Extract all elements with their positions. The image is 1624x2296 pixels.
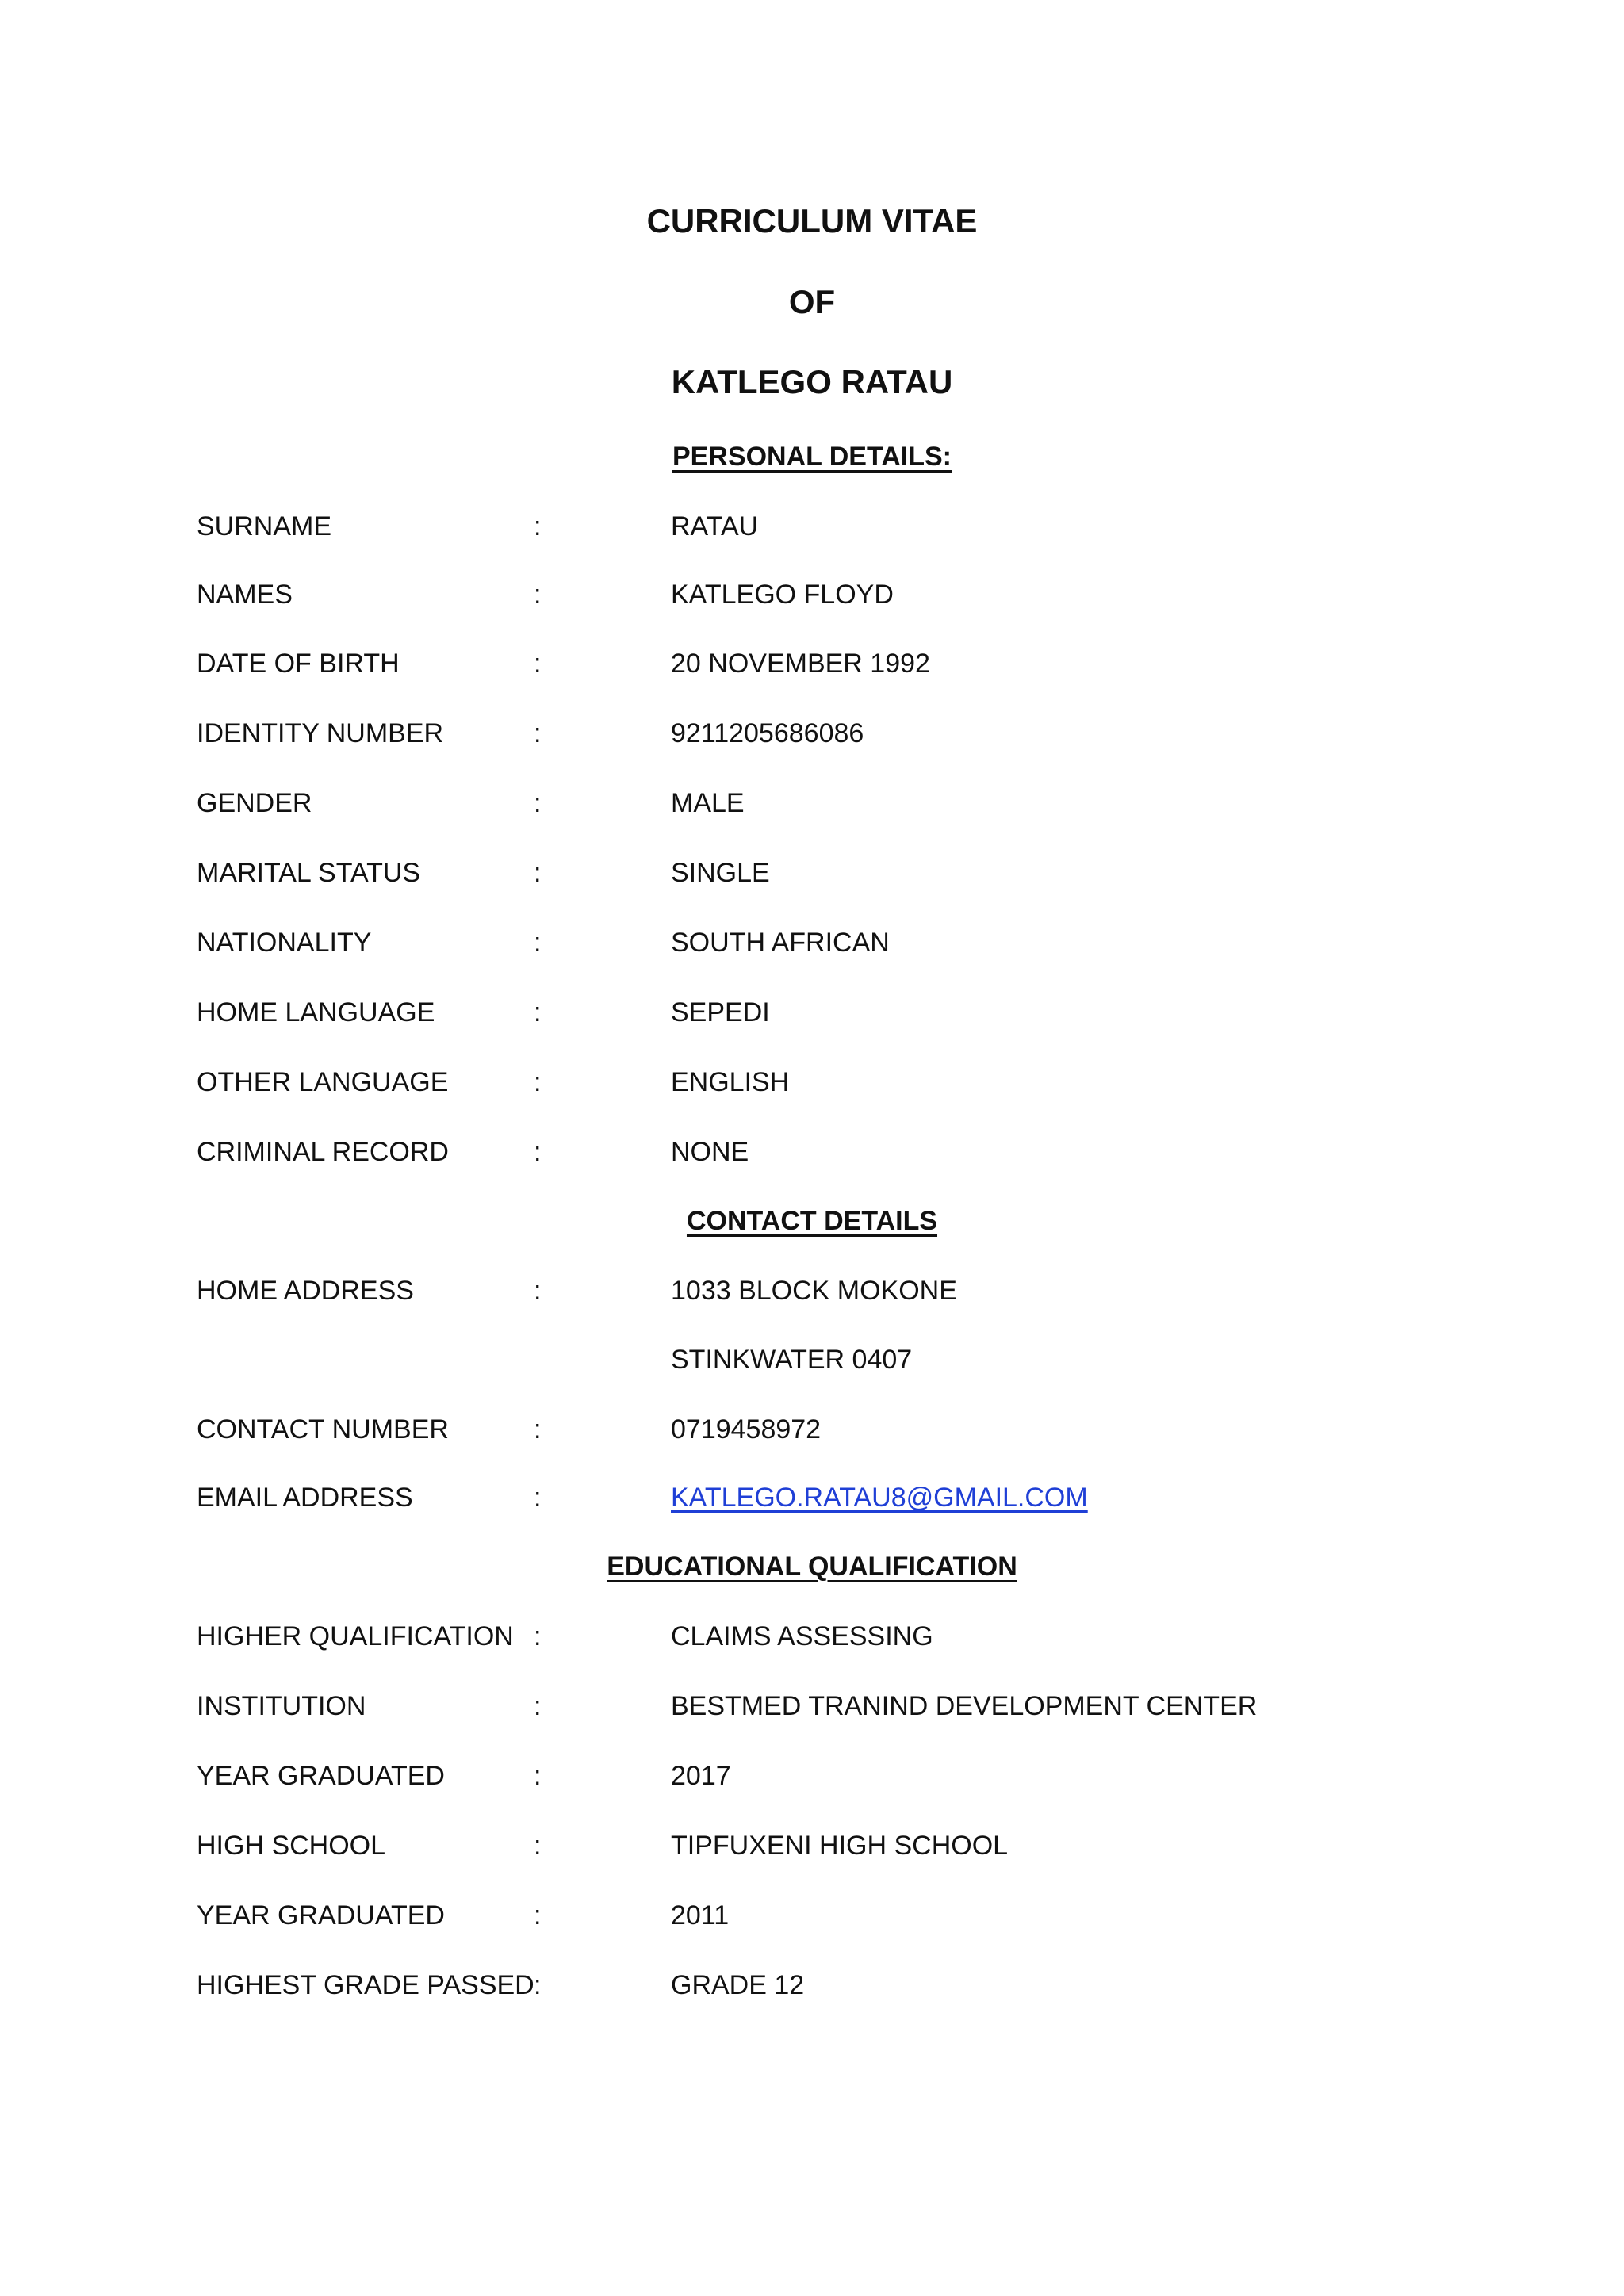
row-separator: : [534,580,542,610]
row-separator: : [534,1276,542,1306]
row-separator: : [534,1900,542,1931]
row-label: INSTITUTION [197,1691,366,1721]
row-separator: : [534,718,542,748]
row-label: SURNAME [197,511,332,541]
row-value: KATLEGO FLOYD [671,580,894,610]
row-label: IDENTITY NUMBER [197,718,444,748]
education-row-highest-grade-passed [197,1968,1545,2003]
personal-row-gender [197,786,1545,821]
row-value: NONE [671,1137,749,1167]
row-value: BESTMED TRANIND DEVELOPMENT CENTER [671,1691,1258,1721]
row-separator: : [534,1691,542,1721]
cv-title-of: OF [788,283,836,320]
row-value: TIPFUXENI HIGH SCHOOL [671,1831,1009,1861]
row-separator: : [534,1067,542,1097]
contact-details-heading: CONTACT DETAILS [686,1206,938,1236]
row-label: HIGHER QUALIFICATION [197,1621,514,1651]
row-value: CLAIMS ASSESSING [671,1621,933,1651]
row-label: HIGHEST GRADE PASSED [197,1970,534,2000]
row-value: GRADE 12 [671,1970,805,2000]
education-row-higher-qualification [197,1619,1545,1654]
education-row-year-graduated-school [197,1898,1545,1933]
row-separator: : [534,511,542,541]
row-value: RATAU [671,511,759,541]
personal-details-heading: PERSONAL DETAILS: [672,442,952,472]
row-separator: : [534,1414,542,1445]
personal-row-home-language [197,995,1545,1030]
row-value: 9211205686086 [671,718,864,748]
row-separator: : [534,858,542,888]
row-value: ENGLISH [671,1067,790,1097]
row-label: OTHER LANGUAGE [197,1067,449,1097]
row-value: SINGLE [671,858,770,888]
row-value: SOUTH AFRICAN [671,928,890,958]
row-value: 2017 [671,1761,731,1791]
row-separator: : [534,649,542,679]
personal-row-names [197,577,1545,612]
row-value: SEPEDI [671,997,770,1027]
row-separator: : [534,928,542,958]
email-link[interactable]: KATLEGO.RATAU8@GMAIL.COM [671,1483,1088,1513]
personal-row-surname [197,509,1545,544]
row-separator: : [534,1621,542,1651]
row-label: HIGH SCHOOL [197,1831,386,1861]
row-label: GENDER [197,788,312,818]
contact-row-email-address [197,1480,1545,1515]
row-label: YEAR GRADUATED [197,1900,445,1931]
personal-row-identity-number [197,716,1545,751]
row-separator: : [534,1970,542,2000]
contact-row-contact-number [197,1412,1545,1447]
home-address-line-2: STINKWATER 0407 [671,1345,913,1375]
home-address-line-1: 1033 BLOCK MOKONE [671,1276,957,1306]
contact-row-home-address-continued [197,1342,1545,1377]
personal-row-nationality [197,925,1545,960]
row-label: HOME LANGUAGE [197,997,435,1027]
row-separator: : [534,1483,542,1513]
row-separator: : [534,997,542,1027]
personal-row-criminal-record [197,1135,1545,1169]
row-label: CONTACT NUMBER [197,1414,449,1445]
education-row-institution [197,1689,1545,1724]
personal-row-date-of-birth [197,646,1545,681]
row-label: DATE OF BIRTH [197,649,400,679]
row-label: YEAR GRADUATED [197,1761,445,1791]
contact-number: 0719458972 [671,1414,822,1445]
personal-row-other-language [197,1065,1545,1100]
row-label: NAMES [197,580,293,610]
row-label: HOME ADDRESS [197,1276,414,1306]
row-separator: : [534,1831,542,1861]
row-label: MARITAL STATUS [197,858,421,888]
cv-owner-name: KATLEGO RATAU [671,363,953,400]
row-label: CRIMINAL RECORD [197,1137,449,1167]
education-row-year-graduated [197,1758,1545,1793]
row-label: NATIONALITY [197,928,372,958]
cv-title: CURRICULUM VITAE [646,202,978,239]
row-value: 20 NOVEMBER 1992 [671,649,930,679]
education-row-high-school [197,1828,1545,1863]
row-separator: : [534,1761,542,1791]
row-value: 2011 [671,1900,730,1931]
contact-row-home-address [197,1273,1545,1308]
educational-qualification-heading: EDUCATIONAL QUALIFICATION [607,1552,1017,1582]
row-separator: : [534,1137,542,1167]
personal-row-marital-status [197,855,1545,890]
row-value: MALE [671,788,745,818]
row-separator: : [534,788,542,818]
row-label: EMAIL ADDRESS [197,1483,413,1513]
